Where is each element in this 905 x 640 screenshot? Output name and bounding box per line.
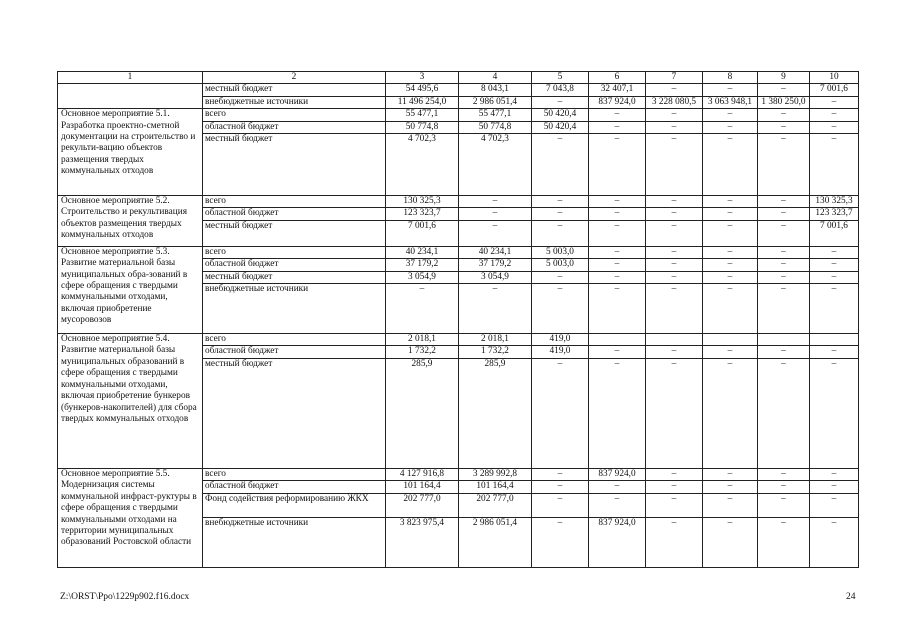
funding-source: местный бюджет bbox=[203, 271, 386, 283]
value-cell: – bbox=[532, 358, 589, 468]
value-cell: – bbox=[646, 468, 703, 480]
value-cell: 3 228 080,5 bbox=[646, 96, 703, 108]
value-cell: – bbox=[703, 84, 758, 96]
value-cell: 1 732,2 bbox=[459, 346, 532, 358]
value-cell: 54 495,6 bbox=[386, 84, 459, 96]
value-cell: 7 001,6 bbox=[386, 220, 459, 246]
value-cell: 40 234,1 bbox=[386, 246, 459, 258]
value-cell: – bbox=[703, 208, 758, 220]
value-cell: – bbox=[532, 196, 589, 208]
value-cell: – bbox=[646, 121, 703, 133]
funding-source: местный бюджет bbox=[203, 134, 386, 196]
value-cell: – bbox=[589, 284, 646, 334]
value-cell: 32 407,1 bbox=[589, 84, 646, 96]
value-cell: – bbox=[703, 517, 758, 567]
funding-source: всего bbox=[203, 109, 386, 121]
value-cell bbox=[646, 334, 703, 346]
value-cell: 130 325,3 bbox=[810, 196, 859, 208]
value-cell: 2 986 051,4 bbox=[459, 96, 532, 108]
value-cell: – bbox=[810, 346, 859, 358]
value-cell: – bbox=[810, 109, 859, 121]
value-cell: – bbox=[703, 493, 758, 517]
value-cell: – bbox=[758, 517, 810, 567]
footer-file-path: Z:\ORST\Ppo\1229p902.f16.docx bbox=[60, 592, 190, 602]
value-cell: 3 289 992,8 bbox=[459, 468, 532, 480]
value-cell: – bbox=[646, 358, 703, 468]
value-cell bbox=[589, 334, 646, 346]
value-cell: 1 380 250,0 bbox=[758, 96, 810, 108]
value-cell: – bbox=[646, 493, 703, 517]
value-cell: – bbox=[758, 246, 810, 258]
activity-title: Основное мероприятие 5.3. Развитие материальной базы муниципальных обра-зований в сфере обращения с твердыми коммунальными отходами, включая приобретение мусоровозов bbox=[58, 246, 203, 333]
funding-source: областной бюджет bbox=[203, 481, 386, 493]
value-cell: – bbox=[758, 271, 810, 283]
value-cell: – bbox=[532, 271, 589, 283]
table-row bbox=[58, 109, 859, 121]
value-cell: – bbox=[646, 284, 703, 334]
value-cell: 2 018,1 bbox=[459, 334, 532, 346]
value-cell: 4 127 916,8 bbox=[386, 468, 459, 480]
activity-title: Основное мероприятие 5.2. Строительство и рекультивация объектов размещения твердых коммунальных отходов bbox=[58, 196, 203, 247]
funding-source: всего bbox=[203, 334, 386, 346]
value-cell: – bbox=[810, 121, 859, 133]
value-cell: 1 732,2 bbox=[386, 346, 459, 358]
value-cell: – bbox=[758, 196, 810, 208]
value-cell: – bbox=[810, 96, 859, 108]
activity-title: Основное мероприятие 5.4. Развитие материальной базы муниципальных образований в сфере обращения с твердыми коммунальными отходами, включая приобретение бункеров (бункеров-накопителей) для сбора твердых коммунальных отходов bbox=[58, 334, 203, 469]
value-cell: – bbox=[810, 271, 859, 283]
value-cell: – bbox=[589, 246, 646, 258]
table-row bbox=[58, 196, 859, 208]
value-cell: – bbox=[646, 271, 703, 283]
value-cell: – bbox=[589, 121, 646, 133]
header-cell: 9 bbox=[758, 72, 810, 84]
value-cell: – bbox=[532, 208, 589, 220]
value-cell: – bbox=[810, 259, 859, 271]
value-cell: – bbox=[703, 271, 758, 283]
header-row bbox=[58, 72, 859, 84]
value-cell: – bbox=[459, 208, 532, 220]
value-cell: – bbox=[703, 220, 758, 246]
header-cell: 3 bbox=[386, 72, 459, 84]
value-cell: 37 179,2 bbox=[459, 259, 532, 271]
value-cell: – bbox=[810, 468, 859, 480]
funding-source: Фонд содействия реформированию ЖКХ bbox=[203, 493, 386, 517]
value-cell: – bbox=[646, 208, 703, 220]
value-cell: 7 043,8 bbox=[532, 84, 589, 96]
value-cell: – bbox=[589, 481, 646, 493]
value-cell: – bbox=[459, 196, 532, 208]
value-cell: – bbox=[459, 284, 532, 334]
funding-source: местный бюджет bbox=[203, 358, 386, 468]
value-cell: – bbox=[646, 220, 703, 246]
activity-title: Основное мероприятие 5.1. Разработка проектно-сметной документации на строительство и рекульти-вацию объектов размещения твердых коммунальных отходов bbox=[58, 109, 203, 196]
value-cell: 3 823 975,4 bbox=[386, 517, 459, 567]
value-cell: – bbox=[810, 517, 859, 567]
value-cell: 50 420,4 bbox=[532, 121, 589, 133]
value-cell: – bbox=[589, 134, 646, 196]
value-cell: 7 001,6 bbox=[810, 84, 859, 96]
value-cell bbox=[703, 334, 758, 346]
value-cell: 55 477,1 bbox=[459, 109, 532, 121]
value-cell: – bbox=[703, 346, 758, 358]
value-cell: – bbox=[810, 284, 859, 334]
funding-source: всего bbox=[203, 468, 386, 480]
value-cell: – bbox=[386, 284, 459, 334]
activity-title bbox=[58, 84, 203, 109]
value-cell: – bbox=[589, 220, 646, 246]
value-cell: – bbox=[758, 358, 810, 468]
value-cell: – bbox=[810, 481, 859, 493]
funding-source: местный бюджет bbox=[203, 220, 386, 246]
value-cell: 202 777,0 bbox=[459, 493, 532, 517]
header-cell: 7 bbox=[646, 72, 703, 84]
value-cell: 8 043,1 bbox=[459, 84, 532, 96]
table-row bbox=[58, 334, 859, 346]
value-cell: 419,0 bbox=[532, 346, 589, 358]
table-row bbox=[58, 468, 859, 480]
value-cell: – bbox=[758, 220, 810, 246]
funding-source: внебюджетные источники bbox=[203, 284, 386, 334]
value-cell: 3 054,9 bbox=[459, 271, 532, 283]
funding-source: местный бюджет bbox=[203, 84, 386, 96]
value-cell: – bbox=[646, 259, 703, 271]
value-cell: 50 774,8 bbox=[459, 121, 532, 133]
budget-table bbox=[57, 71, 859, 568]
header-cell: 5 bbox=[532, 72, 589, 84]
value-cell: 285,9 bbox=[386, 358, 459, 468]
value-cell: 50 774,8 bbox=[386, 121, 459, 133]
value-cell: 202 777,0 bbox=[386, 493, 459, 517]
value-cell: – bbox=[703, 134, 758, 196]
value-cell: – bbox=[703, 246, 758, 258]
value-cell: – bbox=[810, 358, 859, 468]
value-cell: – bbox=[459, 220, 532, 246]
value-cell: – bbox=[646, 246, 703, 258]
value-cell: 5 003,0 bbox=[532, 246, 589, 258]
value-cell: – bbox=[589, 259, 646, 271]
value-cell: 123 323,7 bbox=[386, 208, 459, 220]
footer-page-number: 24 bbox=[846, 592, 856, 602]
value-cell: – bbox=[810, 493, 859, 517]
value-cell: – bbox=[589, 109, 646, 121]
value-cell bbox=[810, 334, 859, 346]
value-cell: 837 924,0 bbox=[589, 468, 646, 480]
value-cell: – bbox=[703, 481, 758, 493]
value-cell: – bbox=[758, 121, 810, 133]
header-cell: 10 bbox=[810, 72, 859, 84]
value-cell: 40 234,1 bbox=[459, 246, 532, 258]
value-cell: – bbox=[646, 481, 703, 493]
value-cell: 4 702,3 bbox=[459, 134, 532, 196]
value-cell: – bbox=[703, 284, 758, 334]
value-cell: – bbox=[758, 481, 810, 493]
funding-source: внебюджетные источники bbox=[203, 96, 386, 108]
value-cell: – bbox=[589, 196, 646, 208]
table-row bbox=[58, 246, 859, 258]
table-row bbox=[58, 84, 859, 96]
value-cell: – bbox=[532, 96, 589, 108]
value-cell: – bbox=[589, 208, 646, 220]
value-cell: – bbox=[758, 134, 810, 196]
value-cell: – bbox=[646, 346, 703, 358]
value-cell: 123 323,7 bbox=[810, 208, 859, 220]
value-cell: 11 496 254,0 bbox=[386, 96, 459, 108]
value-cell: – bbox=[758, 84, 810, 96]
value-cell: 4 702,3 bbox=[386, 134, 459, 196]
value-cell: – bbox=[703, 259, 758, 271]
value-cell: 837 924,0 bbox=[589, 96, 646, 108]
value-cell: – bbox=[646, 517, 703, 567]
value-cell: 101 164,4 bbox=[459, 481, 532, 493]
value-cell: – bbox=[703, 358, 758, 468]
value-cell: – bbox=[532, 220, 589, 246]
value-cell: – bbox=[758, 493, 810, 517]
value-cell: – bbox=[758, 208, 810, 220]
funding-source: областной бюджет bbox=[203, 259, 386, 271]
value-cell: – bbox=[646, 134, 703, 196]
value-cell: – bbox=[589, 271, 646, 283]
value-cell: – bbox=[758, 109, 810, 121]
header-cell: 8 bbox=[703, 72, 758, 84]
funding-source: областной бюджет bbox=[203, 208, 386, 220]
value-cell: – bbox=[532, 493, 589, 517]
value-cell: – bbox=[589, 493, 646, 517]
value-cell: – bbox=[532, 284, 589, 334]
value-cell: 2 018,1 bbox=[386, 334, 459, 346]
value-cell: – bbox=[532, 134, 589, 196]
funding-source: областной бюджет bbox=[203, 121, 386, 133]
value-cell: 7 001,6 bbox=[810, 220, 859, 246]
value-cell: – bbox=[758, 259, 810, 271]
value-cell bbox=[758, 334, 810, 346]
header-cell: 6 bbox=[589, 72, 646, 84]
header-cell: 4 bbox=[459, 72, 532, 84]
value-cell: 5 003,0 bbox=[532, 259, 589, 271]
value-cell: – bbox=[703, 121, 758, 133]
activity-title: Основное мероприятие 5.5. Модернизация системы коммунальной инфраст-руктуры в сфере обращения с твердыми коммунальными отходами на территории муниципальных образований Ростовской области bbox=[58, 468, 203, 567]
value-cell: 101 164,4 bbox=[386, 481, 459, 493]
value-cell: 285,9 bbox=[459, 358, 532, 468]
value-cell: 3 063 948,1 bbox=[703, 96, 758, 108]
funding-source: всего bbox=[203, 246, 386, 258]
value-cell: 2 986 051,4 bbox=[459, 517, 532, 567]
value-cell: – bbox=[532, 468, 589, 480]
value-cell: – bbox=[589, 358, 646, 468]
value-cell: – bbox=[532, 481, 589, 493]
funding-source: областной бюджет bbox=[203, 346, 386, 358]
value-cell: – bbox=[810, 246, 859, 258]
funding-source: всего bbox=[203, 196, 386, 208]
value-cell: – bbox=[646, 84, 703, 96]
value-cell: 419,0 bbox=[532, 334, 589, 346]
value-cell: – bbox=[703, 196, 758, 208]
value-cell: – bbox=[646, 196, 703, 208]
funding-source: внебюджетные источники bbox=[203, 517, 386, 567]
value-cell: – bbox=[758, 346, 810, 358]
value-cell: – bbox=[758, 284, 810, 334]
value-cell: – bbox=[589, 346, 646, 358]
value-cell: 130 325,3 bbox=[386, 196, 459, 208]
value-cell: 50 420,4 bbox=[532, 109, 589, 121]
header-cell: 2 bbox=[203, 72, 386, 84]
value-cell: – bbox=[532, 517, 589, 567]
value-cell: – bbox=[810, 134, 859, 196]
value-cell: – bbox=[758, 468, 810, 480]
value-cell: 3 054,9 bbox=[386, 271, 459, 283]
value-cell: – bbox=[703, 109, 758, 121]
value-cell: – bbox=[646, 109, 703, 121]
value-cell: – bbox=[703, 468, 758, 480]
value-cell: 837 924,0 bbox=[589, 517, 646, 567]
value-cell: 37 179,2 bbox=[386, 259, 459, 271]
value-cell: 55 477,1 bbox=[386, 109, 459, 121]
header-cell: 1 bbox=[58, 72, 203, 84]
